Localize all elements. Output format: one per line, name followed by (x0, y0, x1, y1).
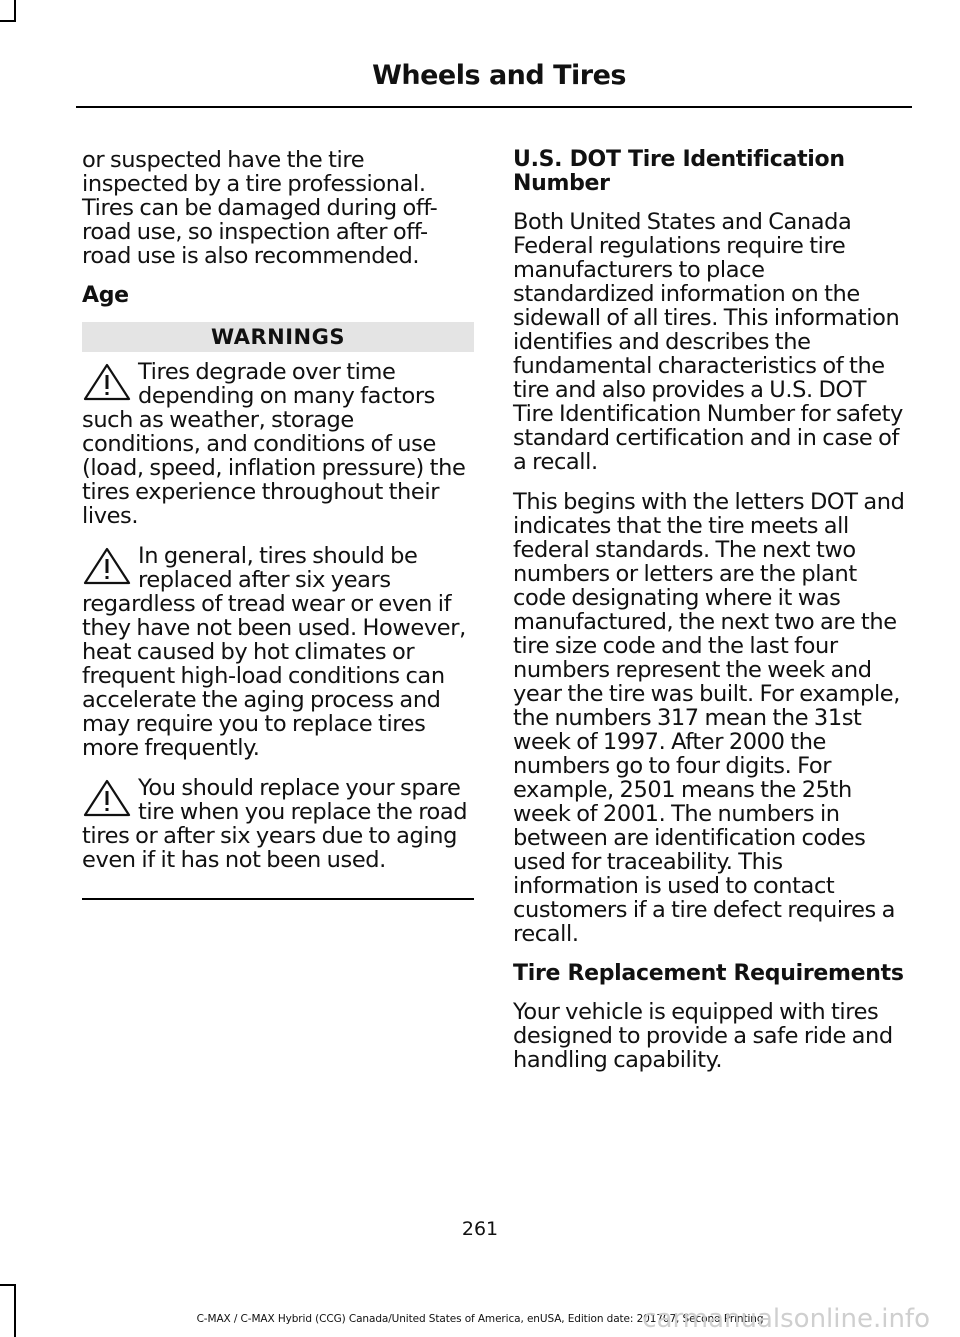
warning-triangle-icon (82, 778, 132, 818)
intro-paragraph: or suspected have the tire inspected by a tire professional. Tires can be damaged during off-road use, so inspection after off-road use is also recommended. (82, 147, 438, 269)
crop-mark-bottom-left-h (0, 1284, 16, 1286)
warning-triangle-icon (82, 546, 132, 586)
right-column (513, 148, 905, 1088)
crop-mark-top-left-h (0, 20, 16, 22)
page-title: Wheels and Tires (372, 60, 626, 91)
crop-mark-bottom-left (14, 1284, 16, 1337)
replacement-paragraph: Your vehicle is equipped with tires designed to provide a safe ride and handling capability. (513, 999, 893, 1073)
dot-paragraph-2: This begins with the letters DOT and indicates that the tire meets all federal standards. The next two numbers or letters are the plant code designating where it was manufactured, the next two are the tire size code and the last four numbers represent the week and year the tire was built. For example, the numbers 317 mean the 31st week of 1997. After 2000 the numbers go to four digits. For example, 2501 means the 25th week of 2001. The numbers in between are identification codes used for traceability. This information is used to contact customers if a tire defect requires a recall. (513, 489, 905, 947)
warning-item (82, 776, 474, 872)
warning-text: Tires degrade over time depending on many factors such as weather, storage conditions, and conditions of use (load, speed, inflation pressure) the tires experience throughout their lives. (82, 359, 466, 529)
left-column (82, 148, 474, 900)
warning-triangle-icon (82, 362, 132, 402)
edition-footer: C-MAX / C-MAX Hybrid (CCG) Canada/United States of America, enUSA, Edition date: 201707, Second Printing (196, 1313, 764, 1325)
dot-heading: U.S. DOT Tire Identification Number (513, 147, 845, 196)
warning-item (82, 544, 474, 760)
watermark: carmanualsonline.info (642, 1304, 930, 1334)
dot-paragraph-1: Both United States and Canada Federal regulations require tire manufacturers to place standardized information on the sidewall of all tires. This information identifies and describes the fundamental characteristics of the tire and also provides a U.S. DOT Tire Identification Number for safety standard certification and in case of a recall. (513, 209, 903, 475)
age-heading: Age (82, 283, 129, 308)
page-number: 261 (461, 1218, 499, 1240)
warning-text: In general, tires should be replaced after six years regardless of tread wear or even if they have not been used. However, heat caused by hot climates or frequent high-load conditions can accelerate the aging process and may require you to replace tires more frequently. (82, 543, 466, 761)
header-divider (76, 106, 912, 108)
warnings-heading: WARNINGS (82, 322, 474, 352)
warning-item (82, 360, 474, 528)
warning-text: You should replace your spare tire when you replace the road tires or after six years due to aging even if it has not been used. (82, 775, 468, 873)
replacement-heading: Tire Replacement Requirements (513, 961, 904, 986)
crop-mark-top-left (14, 0, 16, 22)
warnings-end-divider (82, 898, 474, 900)
